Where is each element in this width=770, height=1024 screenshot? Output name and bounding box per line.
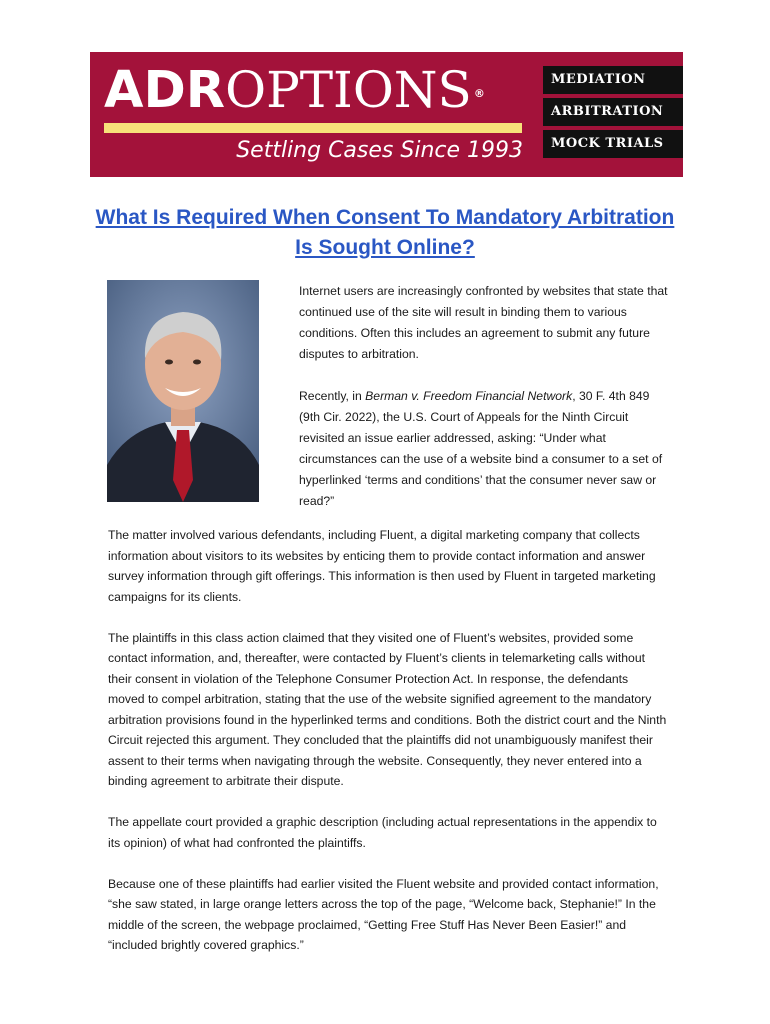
service-mediation: MEDIATION	[543, 66, 683, 94]
intro-p2-prefix: Recently, in	[299, 389, 366, 403]
body-paragraph: Because one of these plaintiffs had earlier visited the Fluent website and provided contact information, “she saw stated, in large orange letters across the top of the page, “Welcome back, Stephanie!” In the middle of the screen, the webpage proclaimed, “Getting Free Stuff Has Never Been Easier!” and “included brightly covered graphics.”	[108, 876, 659, 952]
logo-light-text: OPTIONS	[225, 61, 472, 119]
body-paragraph: The appellate court provided a graphic description (including actual representations in the appendix to its opinion) of what had confronted the plaintiffs.	[108, 815, 657, 850]
adr-options-logo[interactable]	[104, 62, 485, 119]
article-body	[108, 525, 668, 976]
service-arbitration: ARBITRATION	[543, 98, 683, 126]
body-paragraph: The matter involved various defendants, including Fluent, a digital marketing company that collects information about visitors to its websites by enticing them to provide contact information and answer survey information through gift offerings. This information is then used by Fluent in targeted marketing campaigns for its clients.	[108, 528, 656, 604]
registered-mark: ®	[473, 87, 485, 100]
intro-p2-suffix: , 30 F. 4th 849 (9th Cir. 2022), the U.S. Court of Appeals for the Ninth Circuit revisited an issue earlier addressed, asking: “Under what circumstances can the use of a website bind a consumer to a set of hyperlinked ‘terms and conditions’ that the consumer never saw or read?”	[299, 389, 663, 508]
logo-underline-bar	[104, 123, 522, 133]
tagline: Settling Cases Since 1993	[236, 138, 523, 163]
services-list	[543, 66, 683, 162]
header-banner	[90, 52, 683, 177]
intro-paragraph-2	[299, 386, 669, 512]
author-portrait	[107, 280, 259, 502]
service-mock-trials: MOCK TRIALS	[543, 130, 683, 158]
intro-paragraph-1: Internet users are increasingly confronted by websites that state that continued use of the site will result in binding them to various conditions. Often this includes an agreement to submit any future disputes to arbitration.	[299, 284, 668, 361]
article-title[interactable]: What Is Required When Consent To Mandatory Arbitration Is Sought Online?	[95, 206, 675, 259]
body-paragraph: The plaintiffs in this class action claimed that they visited one of Fluent’s websites, provided some contact information, and, thereafter, were contacted by Fluent’s clients in telemarketing calls without their consent in violation of the Telephone Consumer Protection Act. In response, the defendants moved to compel arbitration, stating that the use of the website signified agreement to the mandatory arbitration provisions found in the hyperlinked terms and conditions. Both the district court and the Ninth Circuit rejected this argument. They concluded that the plaintiffs did not unambiguously manifest their assent to their terms when navigating through the website. Consequently, they never entered into a binding agreement to arbitrate their dispute.	[108, 630, 667, 788]
logo-bold-text: ADR	[104, 61, 226, 120]
intro-text	[299, 281, 669, 533]
case-citation: Berman v. Freedom Financial Network	[365, 389, 573, 403]
